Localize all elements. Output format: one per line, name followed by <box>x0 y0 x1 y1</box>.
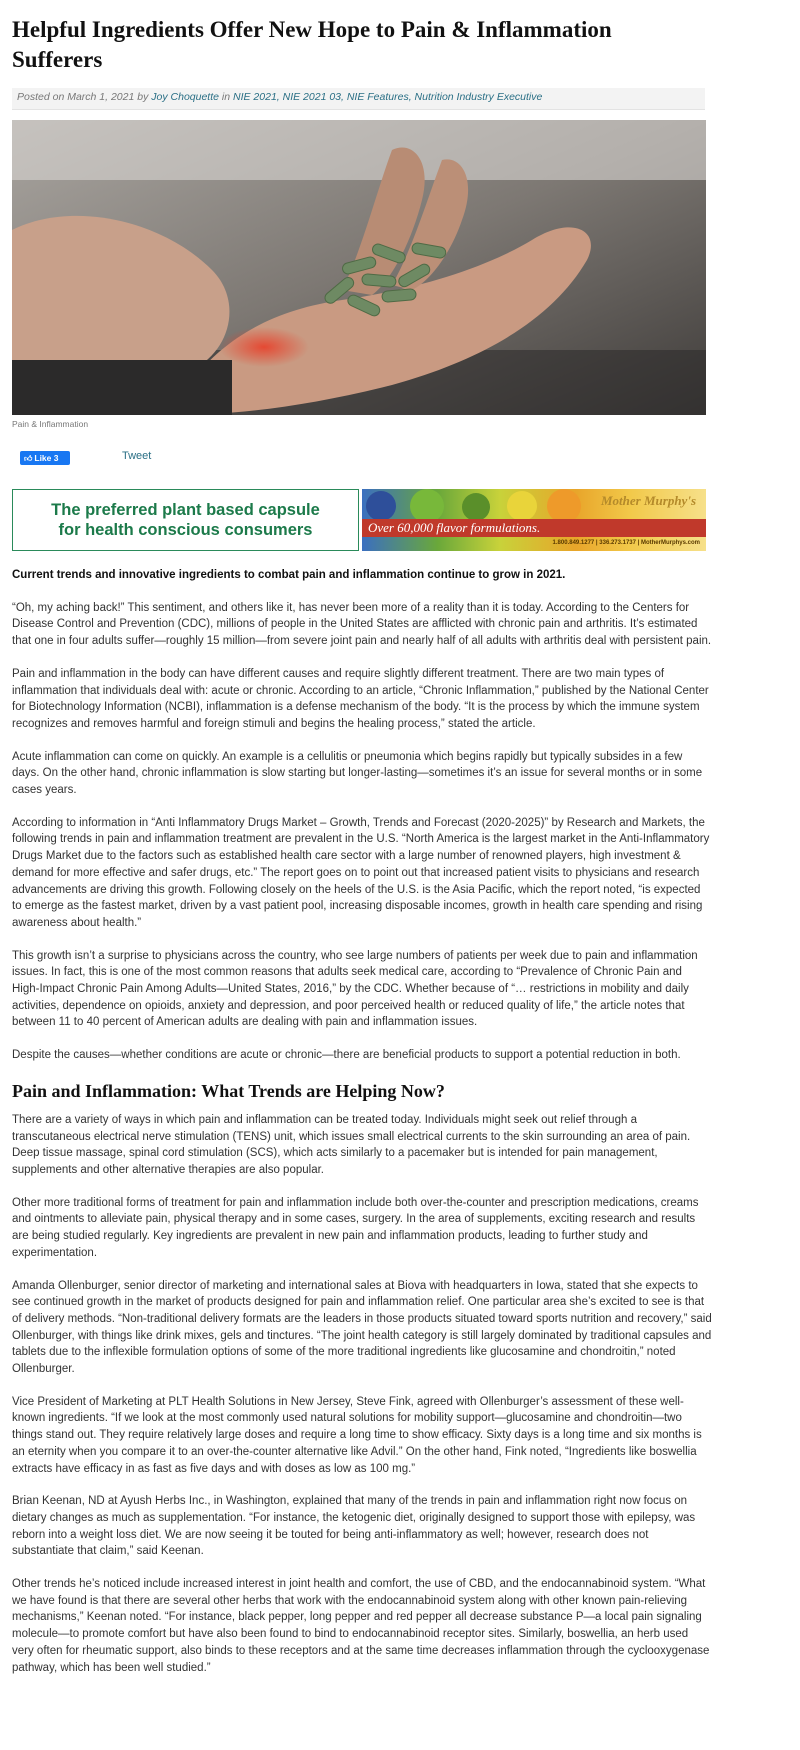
capsule-ad-line2: for health conscious consumers <box>58 521 313 539</box>
blueberry-graphic <box>366 491 396 521</box>
capsule-ad-banner[interactable] <box>12 489 359 551</box>
capsule-ad-line1: The preferred plant based capsule <box>51 501 320 519</box>
flavor-ad-band <box>362 519 706 537</box>
paragraph: “Oh, my aching back!” This sentiment, and others like it, has never been more of a reality than it is today. According to the Centers for Disease Control and Prevention (CDC), millions of people in the United States are afflicted with chronic pain and arthritis. It’s estimated that one in four adults suffer—roughly 15 million—from severe joint pain and nearly half of all adults with arthritis deal with persistent pain. <box>12 601 712 648</box>
article-title: Helpful Ingredients Offer New Hope to Pain & Inflammation Sufferers <box>12 17 612 72</box>
paragraph: Other trends he’s noticed include increased interest in joint health and comfort, the use of CBD, and the endocannabinoid system. “What we have found is that there are several other herbs that work with the endocannabinoid system along with other known pain-relieving mechanisms,” Keenan noted. “For instance, black pepper, long pepper and red pepper all decrease substance P—a local pain signaling molecule—to promote comfort but have also been found to bind to endocannabinoid receptor sites. Similarly, boswellia, an herb used very often for rheumatic support, also binds to these receptors and at the same time decreases inflammation through the cyclooxygenase pathway, which has been well studied.” <box>12 1578 710 1674</box>
facebook-like-button[interactable] <box>20 451 70 465</box>
like-label: Like 3 <box>34 453 59 463</box>
article-body <box>12 567 712 1676</box>
thumbs-up-icon: 👍︎ <box>24 454 33 463</box>
paragraph: There are a variety of ways in which pain and inflammation can be treated today. Individuals might seek out relief through a transcutaneous electrical nerve stimulation (TENS) unit, which issues small electrical currents to the skin surrounding an area of pain. Deep tissue massage, spinal cord stimulation (SCS), which acts similarly to a pacemaker but is intended for pain management, supplements and other alternative therapies are also popular. <box>12 1113 691 1176</box>
paragraph: Amanda Ollenburger, senior director of marketing and international sales at Biova with headquarters in Iowa, stated that she expects to see continued growth in the market of products designed for pain and inflammation relief. One particular area she’s excited to see is that of delivery methods. “Non-traditional delivery formats are the leaders in those products situated toward sports nutrition and recovery,” said Ollenburger, with things like drink mixes, gels and tinctures. “The joint health category is still largely dominated by traditional capsules and tablets due to the inflexible formulation options of some of the more traditional ingredients like glucosamine and chondroitin,” noted Ollenburger. <box>12 1279 712 1376</box>
author-link[interactable]: Joy Choquette <box>151 91 219 103</box>
flavor-ad-phones: 1.800.849.1277 | 336.273.1737 | MotherMurphys.com <box>552 540 700 546</box>
paragraph: Brian Keenan, ND at Ayush Herbs Inc., in Washington, explained that many of the trends in pain and inflammation right now focus on dietary changes as much as supplementation. “For instance, the ketogenic diet, originally designed to support those with epilepsy, was reborn into a weight loss diet. We are now seeing it be touted for being anti-inflammatory as well; however, research does not substantiate that claim,” said Keenan. <box>12 1495 696 1558</box>
hero-photo-illustration <box>12 120 706 415</box>
kiwi-graphic <box>462 493 490 521</box>
posted-on-text: Posted on March 1, 2021 by <box>17 91 149 103</box>
post-meta <box>12 88 705 110</box>
lemon-graphic <box>507 491 537 521</box>
paragraph: Acute inflammation can come on quickly. An example is a cellulitis or pneumonia which begins rapidly but typically subsides in a few days. On the other hand, chronic inflammation is slow starting but longer-lasting—sometimes it’s an issue for several months or in some cases years. <box>12 750 703 797</box>
lime-graphic <box>410 489 444 523</box>
tweet-link[interactable]: Tweet <box>122 450 152 462</box>
ad-row <box>12 489 800 551</box>
paragraph: This growth isn’t a surprise to physicians across the country, who see large numbers of patients per week due to pain and inflammation issues. In fact, this is one of the most common reasons that adults seek medical care, according to “Prevalence of Chronic Pain and High-Impact Chronic Pain Among Adults—United States, 2016,” by the CDC. Whether because of “… restrictions in mobility and daily activities, dependence on opioids, anxiety and depression, and poor perceived health or reduced quality of life,” the article notes that between 11 to 40 percent of American adults are dealing with pain and inflammation issues. <box>12 949 698 1029</box>
paragraph: Vice President of Marketing at PLT Health Solutions in New Jersey, Steve Fink, agreed with Ollenburger’s assessment of these well-known ingredients. “If we look at the most commonly used natural solutions for mobility support—glucosamine and chondroitin—two things stand out. They require relatively large doses and require a long time to show efficacy. Sixty days is a long time and six months is an eternity when you compare it to an over-the-counter alternative like Advil.” On the other hand, Fink noted, “Ingredients like boswellia extracts have efficacy in as fast as five days and with doses as low as 100 mg.” <box>12 1395 702 1475</box>
hero-caption: Pain & Inflammation <box>12 419 89 429</box>
social-share-bar <box>12 451 800 469</box>
orange-graphic <box>547 489 581 523</box>
paragraph: Despite the causes—whether conditions are acute or chronic—there are beneficial products to support a potential reduction in both. <box>12 1049 681 1062</box>
paragraph: Other more traditional forms of treatment for pain and inflammation include both over-the-counter and prescription medications, creams and ointments to alleviate pain, physical therapy and in some cases, surgery. In the area of supplements, exciting research and results are being studied regularly. Key ingredients are prevalent in new pain and inflammation products, leading to further study and experimentation. <box>12 1196 699 1259</box>
section-heading: Pain and Inflammation: What Trends are Helping Now? <box>12 1080 445 1101</box>
flavor-ad-banner[interactable] <box>362 489 706 551</box>
hero-image <box>12 120 706 415</box>
category-links[interactable]: NIE 2021, NIE 2021 03, NIE Features, Nutrition Industry Executive <box>233 91 543 103</box>
article-lead: Current trends and innovative ingredients to combat pain and inflammation continue to grow in 2021. <box>12 569 566 581</box>
mother-murphys-logo: Mother Murphy's <box>601 493 696 508</box>
paragraph: Pain and inflammation in the body can have different causes and require slightly different treatment. There are two main types of inflammation that individuals deal with: acute or chronic. According to an article, “Chronic Inflammation,” published by the National Center for Biotechnology Information (NCBI), inflammation is a defense mechanism of the body. “It is the process by which the immune system recognizes and removes harmful and foreign stimuli and begins the healing process,” stated the article. <box>12 667 709 730</box>
in-text: in <box>221 91 231 103</box>
paragraph: According to information in “Anti Inflammatory Drugs Market – Growth, Trends and Forecast (2020-2025)” by Research and Markets, the following trends in pain and inflammation treatment are prevalent in the U.S. “North America is the largest market in the Anti-Inflammatory Drugs Market due to the factors such as established health care sector with a large number of renowned players, high investment & demand for more effective and safer drugs, etc.” The report goes on to point out that increased patient visits to physicians and research advancements are driving this growth. Following closely on the heels of the U.S. is the Asia Pacific, which the report noted, “is expected to emerge as the fastest market, driven by a vast patient pool, increasing disposable incomes, growth in health care spending and rising awareness about health.” <box>12 816 710 929</box>
flavor-ad-tagline: Over 60,000 flavor formulations. <box>368 520 541 535</box>
